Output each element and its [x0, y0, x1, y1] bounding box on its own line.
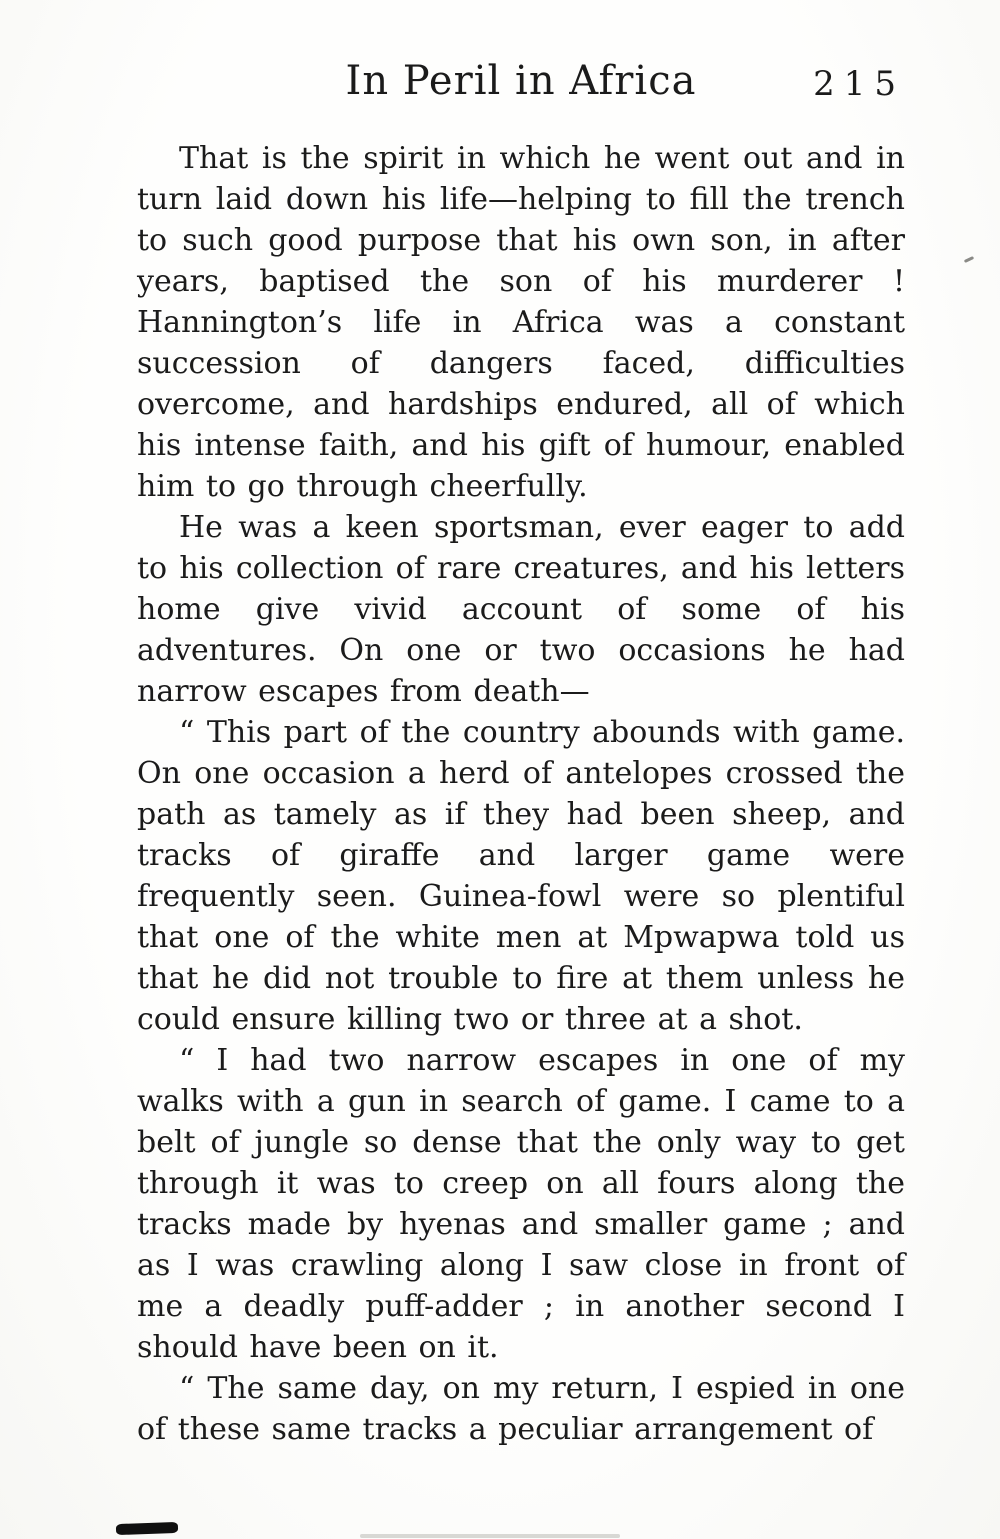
- page-header: [137, 56, 905, 114]
- scan-artifact-bottom-left: [116, 1522, 178, 1535]
- page-number: 215: [813, 64, 905, 104]
- paragraph: That is the spirit in which he went out and in turn laid down his life—helping to fill the trench to such good purpose that his own son, in after years, baptised the son of his murderer ! Hannington’s life in Africa was a constant succession of dangers faced, difficulties overcome, and hardships endured, all of which his intense faith, and his gift of humour, enabled him to go through cheerfully.: [137, 141, 905, 504]
- paragraph: “ The same day, on my return, I espied in one of these same tracks a peculiar arrangement of: [137, 1371, 905, 1447]
- paragraph: “ This part of the country abounds with game. On one occasion a herd of antelopes crossed the path as tamely as if they had been sheep, and tracks of giraffe and larger game were frequently seen. Guinea-fowl were so plentiful that one of the white men at Mpwapwa told us that he did not trouble to fire at them unless he could ensure killing two or three at a shot.: [137, 715, 905, 1037]
- paragraph: He was a keen sportsman, ever eager to add to his collection of rare creatures, and his letters home give vivid account of some of his adventures. On one or two occasions he had narrow escapes from death—: [137, 510, 905, 709]
- scan-artifact-right-edge: [964, 256, 974, 263]
- text-block: [137, 138, 905, 1450]
- paragraph: “ I had two narrow escapes in one of my walks with a gun in search of game. I came to a belt of jungle so dense that the only way to get through it was to creep on all fours along the tracks made by hyenas and smaller game ; and as I was crawling along I saw close in front of me a deadly puff-adder ; in another second I should have been on it.: [137, 1043, 905, 1365]
- page-title: In Peril in Africa: [345, 58, 697, 104]
- scan-artifact-bottom-edge: [360, 1534, 620, 1538]
